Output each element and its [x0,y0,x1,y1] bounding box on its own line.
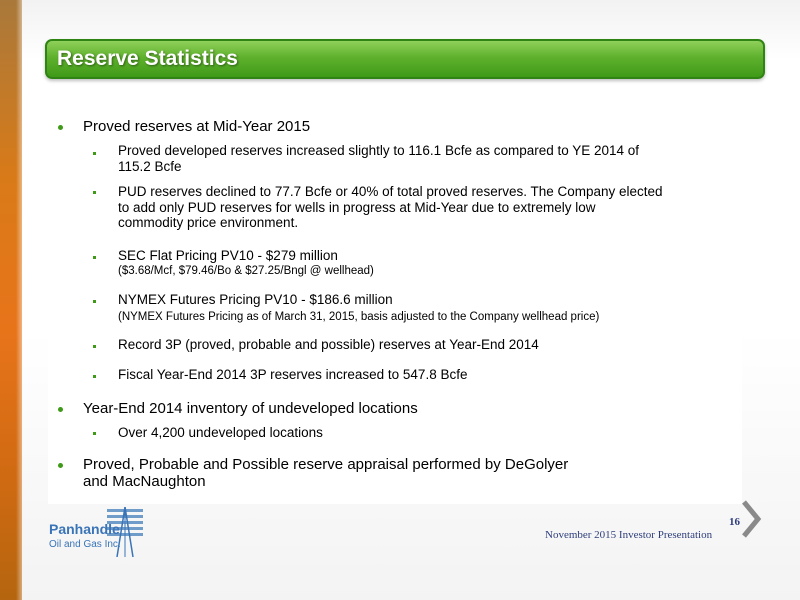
bullet-dot-icon [58,463,63,468]
sub-bullet-undeveloped-locations: Over 4,200 undeveloped locations [118,425,323,440]
sub-bullet-square-icon [93,432,96,435]
text-line: 115.2 Bcfe [118,158,182,174]
sub-bullet-proved-developed [118,143,738,174]
sub-bullet-pud-reserves [118,184,738,231]
slide-title: Reserve Statistics [57,47,238,70]
sub-bullet-square-icon [93,345,96,348]
sub-bullet-sec-pricing: SEC Flat Pricing PV10 - $279 million [118,248,338,263]
next-chevron-icon[interactable] [740,498,764,540]
footer-caption: November 2015 Investor Presentation [545,529,713,541]
sub-bullet-square-icon [93,152,96,155]
sub-bullet-square-icon [93,256,96,259]
logo-subname: Oil and Gas Inc. [49,539,121,550]
bullet-dot-icon [58,125,63,130]
sub-bullet-square-icon [93,375,96,378]
nymex-pricing-note: (NYMEX Futures Pricing as of March 31, 2015, basis adjusted to the Company wellhead price) [118,311,600,323]
sub-bullet-nymex-pricing: NYMEX Futures Pricing PV10 - $186.6 million [118,292,393,307]
sub-bullet-fiscal-3p: Fiscal Year-End 2014 3P reserves increased to 547.8 Bcfe [118,367,468,382]
sub-bullet-record-3p: Record 3P (proved, probable and possible) reserves at Year-End 2014 [118,337,539,352]
title-banner [45,39,765,79]
bullet-appraisal [83,456,568,490]
text-line: PUD reserves declined to 77.7 Bcfe or 40% of total proved reserves. The Company elected [118,184,663,199]
bullet-dot-icon [58,407,63,412]
text-line: commodity price environment. [118,215,299,230]
bullet-proved-reserves: Proved reserves at Mid-Year 2015 [83,118,311,135]
text-line: Proved, Probable and Possible reserve appraisal performed by DeGolyer [83,456,569,473]
company-logo [47,505,145,559]
left-accent-bar [0,0,22,600]
page-number: 16 [729,516,740,528]
text-line: and MacNaughton [83,473,206,490]
logo-name: Panhandle [49,521,120,537]
sec-pricing-note: ($3.68/Mcf, $79.46/Bo & $27.25/Bngl @ wellhead) [118,265,374,277]
sub-bullet-square-icon [93,191,96,194]
text-line: Proved developed reserves increased slightly to 116.1 Bcfe as compared to YE 2014 of [118,143,640,158]
bullet-undeveloped-inventory: Year-End 2014 inventory of undeveloped locations [83,400,418,417]
sub-bullet-square-icon [93,300,96,303]
text-line: to add only PUD reserves for wells in progress at Mid-Year due to extremely low [118,199,596,215]
